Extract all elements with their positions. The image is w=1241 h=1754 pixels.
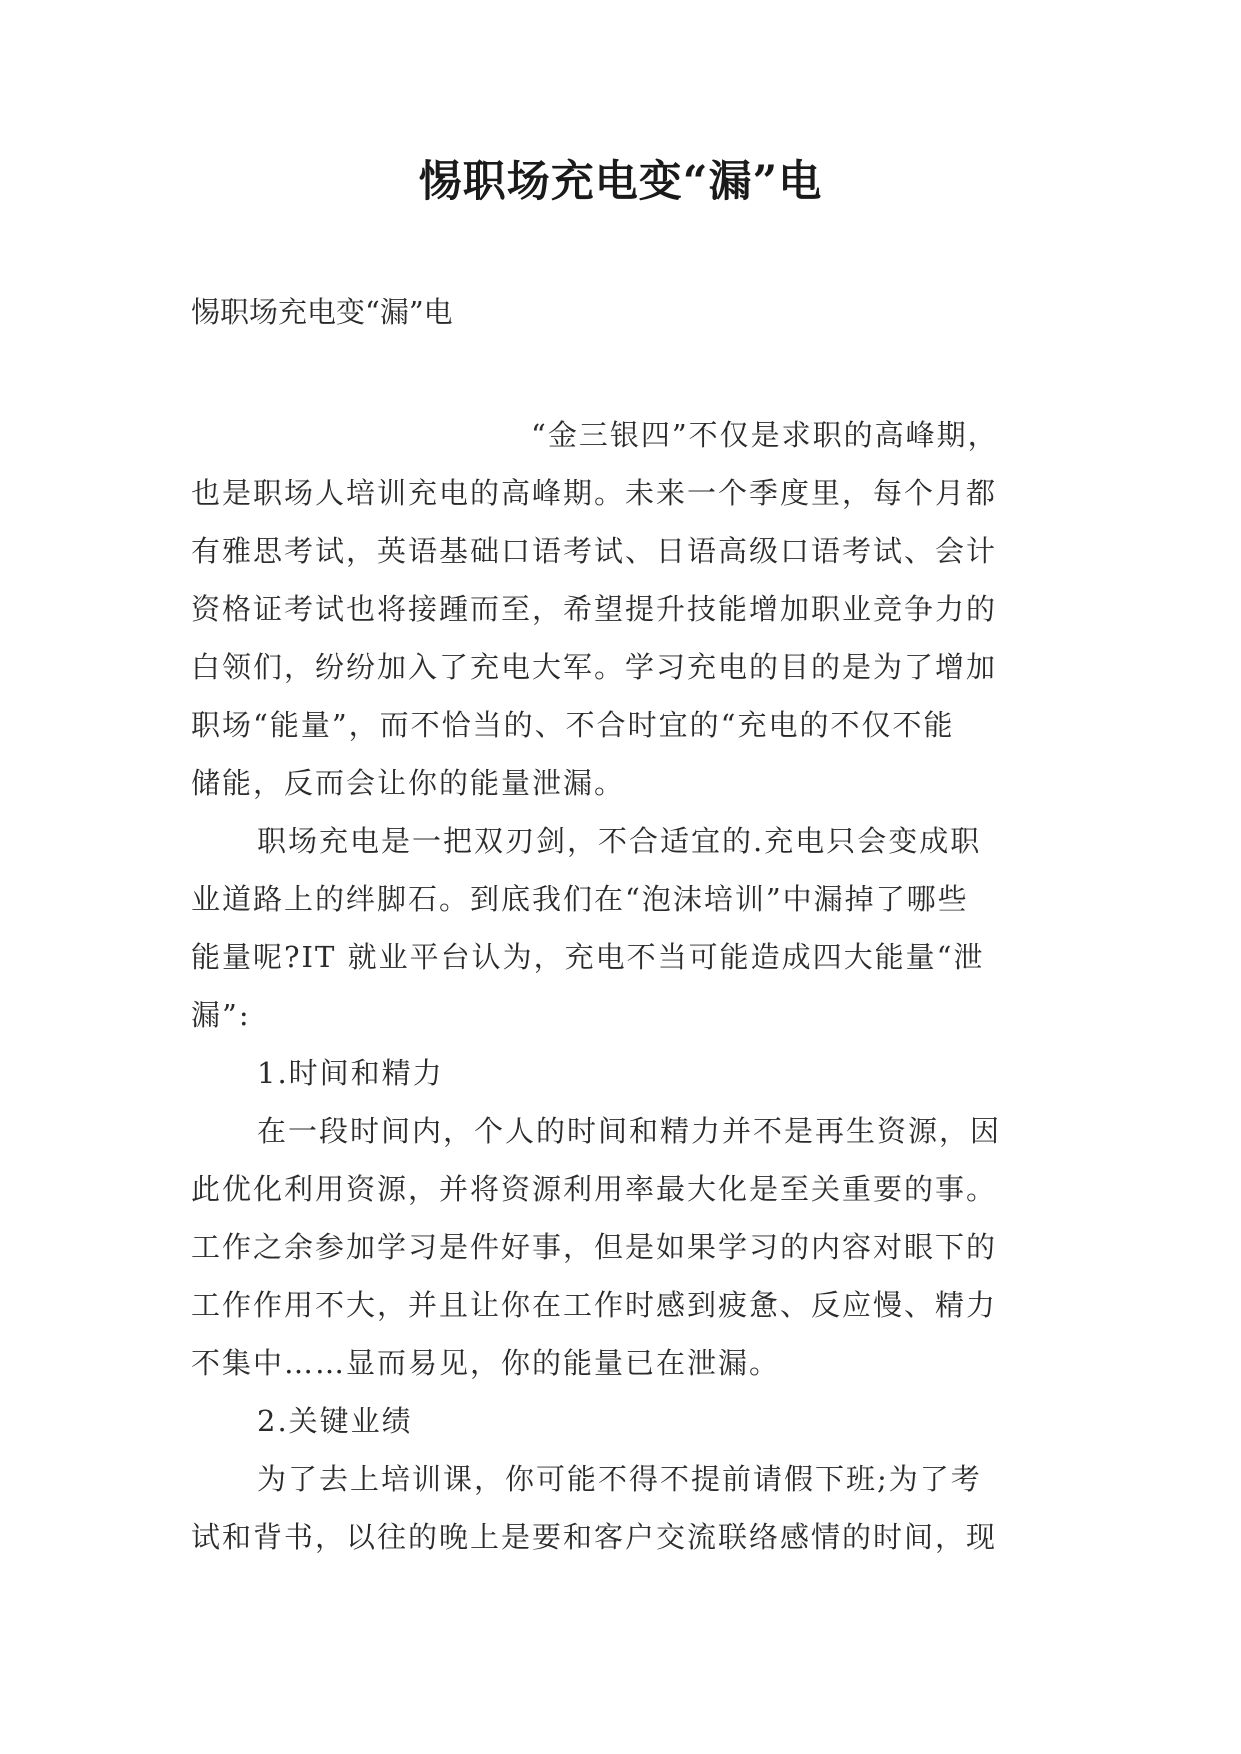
text-line: 储能，反而会让你的能量泄漏。 — [191, 766, 626, 800]
text-line: 也是职场人培训充电的高峰期。未来一个季度里，每个月都 — [191, 476, 998, 510]
document-subtitle: 惕职场充电变“漏”电 — [191, 295, 453, 329]
section-heading: 2.关键业绩 — [257, 1404, 413, 1438]
document-title: 惕职场充电变“漏”电 — [418, 157, 823, 207]
text-line: 业道路上的绊脚石。到底我们在“泡沫培训”中漏掉了哪些 — [191, 882, 969, 916]
text-line: 白领们，纷纷加入了充电大军。学习充电的目的是为了增加 — [191, 650, 998, 684]
text-line: 有雅思考试，英语基础口语考试、日语高级口语考试、会计 — [191, 534, 998, 568]
text-line: 职场“能量”，而不恰当的、不合时宜的“充电的不仅不能 — [191, 708, 955, 742]
text-line: 试和背书，以往的晚上是要和客户交流联络感情的时间，现 — [191, 1520, 998, 1554]
text-line: 漏”: — [191, 998, 251, 1032]
text-line: 工作之余参加学习是件好事，但是如果学习的内容对眼下的 — [191, 1230, 998, 1264]
text-line: 在一段时间内，个人的时间和精力并不是再生资源，因 — [257, 1114, 1002, 1148]
section-heading: 1.时间和精力 — [257, 1056, 444, 1090]
text-line: 工作作用不大，并且让你在工作时感到疲惫、反应慢、精力 — [191, 1288, 998, 1322]
text-line: 资格证考试也将接踵而至，希望提升技能增加职业竞争力的 — [191, 592, 998, 626]
text-line: 为了去上培训课，你可能不得不提前请假下班;为了考 — [257, 1462, 982, 1496]
text-line: 职场充电是一把双刃剑，不合适宜的.充电只会变成职 — [257, 824, 982, 858]
document-body — [191, 406, 1071, 1566]
text-line: 不集中……显而易见，你的能量已在泄漏。 — [191, 1346, 781, 1380]
text-line: “金三银四”不仅是求职的高峰期， — [531, 418, 999, 452]
text-line: 此优化利用资源，并将资源利用率最大化是至关重要的事。 — [191, 1172, 998, 1206]
text-line: 能量呢?IT 就业平台认为，充电不当可能造成四大能量“泄 — [191, 940, 985, 974]
